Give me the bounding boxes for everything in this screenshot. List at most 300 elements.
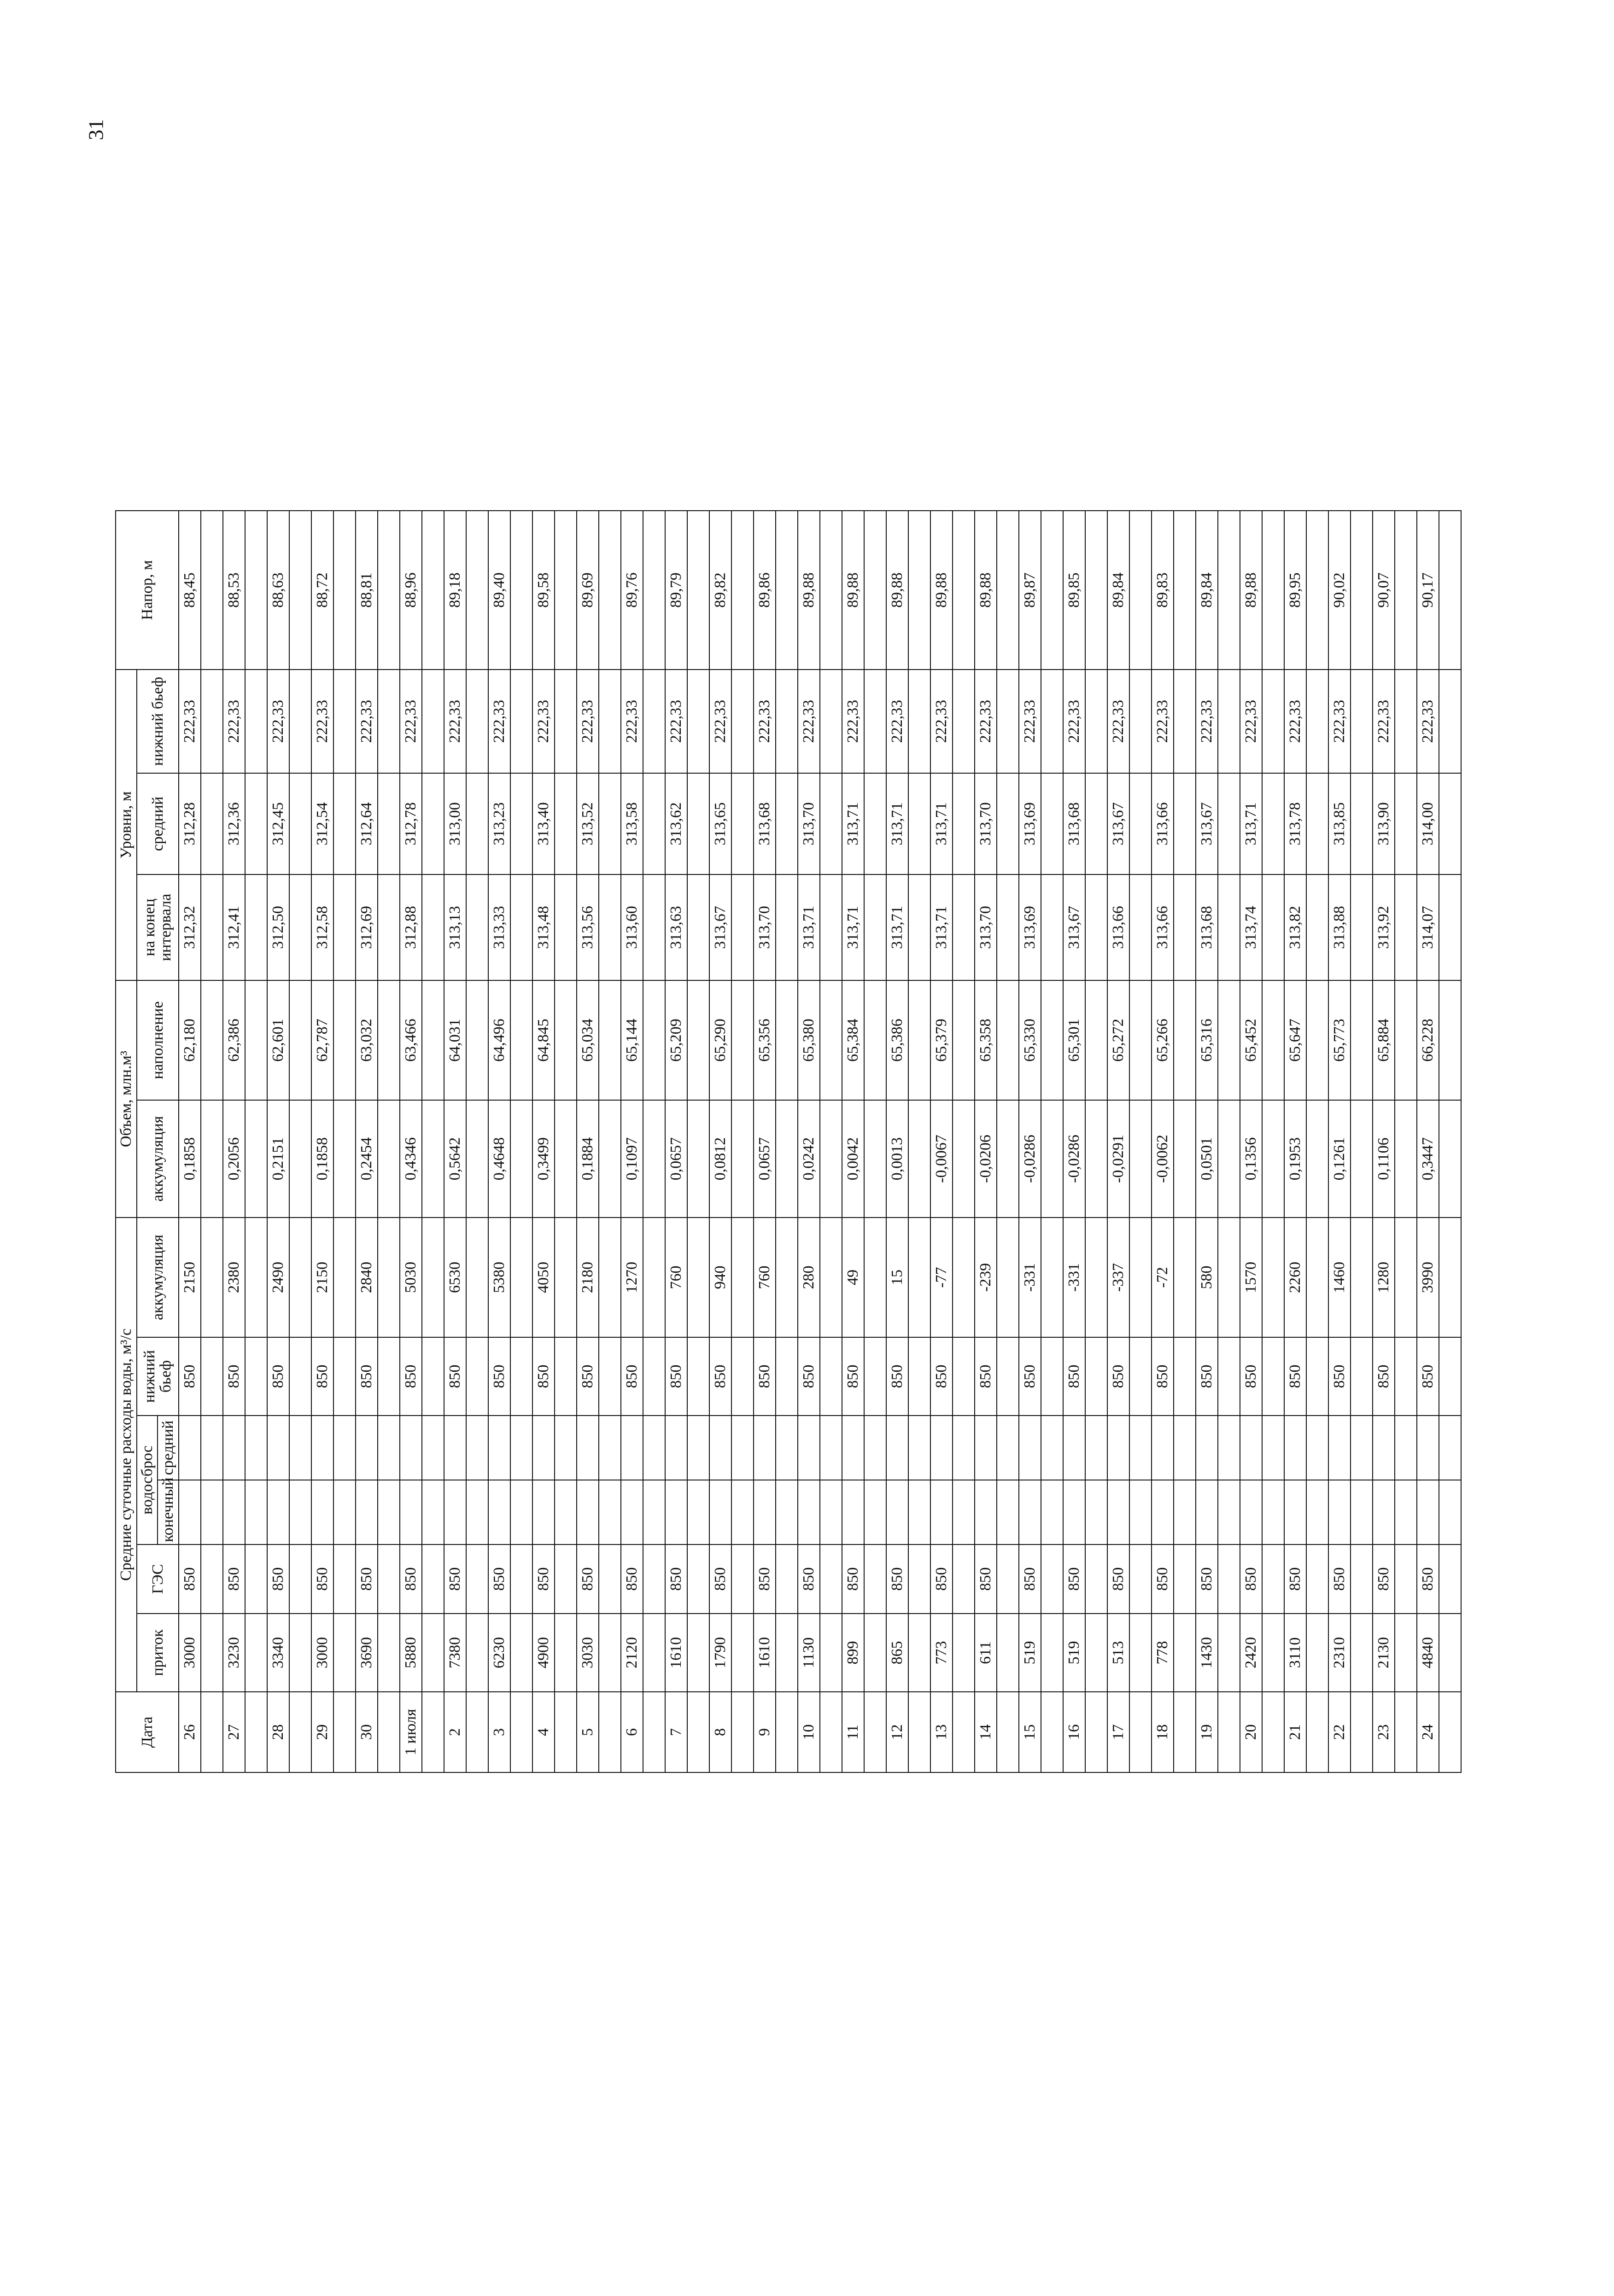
accum-flow-cell: 760 [665,1218,687,1337]
level-avg-cell: 312,28 [179,773,201,874]
empty-cell [1351,1416,1373,1480]
empty-cell [1351,874,1373,980]
level-avg-cell: 313,78 [1284,773,1306,874]
empty-cell [864,1100,886,1218]
accum-flow-cell: 580 [1196,1218,1218,1337]
empty-cell [997,1480,1019,1544]
tailwater-flow-cell: 850 [975,1337,997,1416]
empty-cell [820,1480,842,1544]
empty-cell [908,1100,930,1218]
empty-cell [599,773,621,874]
accum-volume-cell: 0,0812 [709,1100,731,1218]
accum-volume-cell: 0,0657 [754,1100,776,1218]
empty-cell [908,1480,930,1544]
empty-cell [1218,1337,1240,1416]
fill-cell: 65,290 [709,980,731,1100]
inflow-cell: 3110 [1284,1614,1306,1692]
accum-volume-cell: 0,3499 [532,1100,555,1218]
empty-cell [776,1337,798,1416]
empty-cell [1085,773,1107,874]
tailwater-flow-cell: 850 [1019,1337,1041,1416]
spill-final-cell [356,1480,378,1544]
level-tail-cell: 222,33 [223,670,245,773]
empty-cell [599,874,621,980]
empty-cell [289,1692,311,1772]
fill-cell: 65,452 [1240,980,1262,1100]
spill-avg-cell [1417,1416,1439,1480]
level-tail-cell: 222,33 [488,670,510,773]
empty-cell [1351,1100,1373,1218]
empty-cell [820,1337,842,1416]
spill-final-cell [709,1480,731,1544]
level-end-cell: 313,70 [754,874,776,980]
empty-cell [1174,1692,1196,1772]
level-avg-cell: 313,66 [1152,773,1174,874]
level-avg-cell: 312,45 [267,773,289,874]
table-row [532,511,555,1772]
table-row [1373,511,1395,1772]
accum-flow-cell: 1460 [1328,1218,1351,1337]
level-end-cell: 312,41 [223,874,245,980]
empty-cell [422,1544,444,1614]
date-cell: 24 [1417,1692,1439,1772]
table-row [1152,511,1174,1772]
head-cell: 89,69 [577,511,599,670]
empty-cell [422,773,444,874]
accum-volume-cell: 0,2151 [267,1100,289,1218]
inflow-cell: 2310 [1328,1614,1351,1692]
spill-avg-cell [665,1416,687,1480]
spill-avg-cell [709,1416,731,1480]
head-cell: 89,84 [1107,511,1129,670]
date-cell: 27 [223,1692,245,1772]
empty-cell [466,1480,488,1544]
level-avg-cell: 313,71 [1240,773,1262,874]
table-spacer-row [555,511,577,1772]
head-cell: 89,88 [798,511,820,670]
empty-cell [953,1218,975,1337]
table-row [621,511,643,1772]
empty-cell [864,1544,886,1614]
empty-cell [422,1337,444,1416]
spill-final-cell [1107,1480,1129,1544]
table-spacer-row [289,511,311,1772]
level-avg-cell: 313,68 [754,773,776,874]
ges-cell: 850 [223,1544,245,1614]
table-spacer-row [422,511,444,1772]
level-avg-cell: 313,70 [798,773,820,874]
empty-cell [555,874,577,980]
empty-cell [378,1544,400,1614]
empty-cell [953,1416,975,1480]
empty-cell [731,511,754,670]
empty-cell [1174,1480,1196,1544]
inflow-cell: 773 [930,1614,953,1692]
empty-cell [289,1100,311,1218]
empty-cell [1306,1337,1328,1416]
table-row [930,511,953,1772]
empty-cell [1351,773,1373,874]
level-avg-cell: 312,78 [400,773,422,874]
empty-cell [1085,874,1107,980]
head-cell: 89,95 [1284,511,1306,670]
empty-cell [776,1544,798,1614]
empty-cell [1395,1416,1417,1480]
accum-volume-cell: 0,2056 [223,1100,245,1218]
empty-cell [1306,670,1328,773]
empty-cell [997,773,1019,874]
table-row [488,511,510,1772]
tailwater-flow-cell: 850 [1152,1337,1174,1416]
level-avg-cell: 313,67 [1107,773,1129,874]
ges-cell: 850 [400,1544,422,1614]
fill-cell: 62,180 [179,980,201,1100]
empty-cell [1439,773,1461,874]
fill-cell: 65,647 [1284,980,1306,1100]
empty-cell [289,1614,311,1692]
inflow-cell: 3230 [223,1614,245,1692]
empty-cell [555,773,577,874]
empty-cell [378,1100,400,1218]
table-row [1417,511,1439,1772]
empty-cell [1351,1692,1373,1772]
accum-volume-cell: 0,3447 [1417,1100,1439,1218]
empty-cell [378,1480,400,1544]
empty-cell [820,1416,842,1480]
empty-cell [1218,874,1240,980]
spill-final-cell [488,1480,510,1544]
empty-cell [687,980,709,1100]
accum-flow-cell: 15 [886,1218,908,1337]
level-tail-cell: 222,33 [267,670,289,773]
empty-cell [997,511,1019,670]
fill-cell: 65,209 [665,980,687,1100]
empty-cell [599,980,621,1100]
empty-cell [599,1100,621,1218]
empty-cell [864,1218,886,1337]
accum-flow-cell: 1270 [621,1218,643,1337]
level-avg-cell: 312,64 [356,773,378,874]
level-avg-cell: 313,69 [1019,773,1041,874]
accum-volume-cell: 0,0501 [1196,1100,1218,1218]
empty-cell [422,1218,444,1337]
fill-cell: 65,380 [798,980,820,1100]
empty-cell [1351,1544,1373,1614]
spill-avg-cell [1152,1416,1174,1480]
inflow-cell: 3340 [267,1614,289,1692]
level-avg-cell: 313,52 [577,773,599,874]
empty-cell [731,980,754,1100]
level-tail-cell: 222,33 [842,670,864,773]
level-tail-cell: 222,33 [621,670,643,773]
tailwater-flow-cell: 850 [798,1337,820,1416]
empty-cell [555,1544,577,1614]
table-spacer-row [599,511,621,1772]
empty-cell [1351,511,1373,670]
table-row [1107,511,1129,1772]
empty-cell [333,511,356,670]
empty-cell [1262,1416,1284,1480]
empty-cell [1351,1337,1373,1416]
head-cell: 89,86 [754,511,776,670]
empty-cell [201,670,223,773]
empty-cell [1041,1692,1063,1772]
empty-cell [953,1614,975,1692]
empty-cell [555,511,577,670]
accum-volume-cell: 0,5642 [444,1100,466,1218]
accum-flow-cell: -331 [1063,1218,1085,1337]
tailwater-flow-cell: 850 [179,1337,201,1416]
empty-cell [289,1480,311,1544]
tailwater-flow-cell: 850 [267,1337,289,1416]
empty-cell [1218,1218,1240,1337]
empty-cell [422,1614,444,1692]
empty-cell [864,1480,886,1544]
table-row [886,511,908,1772]
empty-cell [422,1480,444,1544]
tailwater-flow-cell: 850 [223,1337,245,1416]
empty-cell [1306,874,1328,980]
empty-cell [1306,773,1328,874]
empty-cell [1041,1337,1063,1416]
spill-avg-cell [444,1416,466,1480]
level-tail-cell: 222,33 [1240,670,1262,773]
level-end-cell: 313,74 [1240,874,1262,980]
empty-cell [687,1416,709,1480]
empty-cell [599,1544,621,1614]
empty-cell [1262,1218,1284,1337]
empty-cell [378,670,400,773]
spill-final-cell [311,1480,333,1544]
spill-final-cell [798,1480,820,1544]
empty-cell [643,1337,665,1416]
spill-avg-cell [311,1416,333,1480]
header-inflow: приток [137,1614,179,1692]
inflow-cell: 1790 [709,1614,731,1692]
empty-cell [378,511,400,670]
inflow-cell: 3030 [577,1614,599,1692]
ges-cell: 850 [444,1544,466,1614]
spill-final-cell [1284,1480,1306,1544]
accum-flow-cell: 4050 [532,1218,555,1337]
empty-cell [953,1544,975,1614]
empty-cell [555,1100,577,1218]
empty-cell [510,1416,532,1480]
empty-cell [820,511,842,670]
spill-avg-cell [532,1416,555,1480]
head-cell: 89,84 [1196,511,1218,670]
tailwater-flow-cell: 850 [930,1337,953,1416]
spill-avg-cell [886,1416,908,1480]
head-cell: 89,87 [1019,511,1041,670]
empty-cell [1174,1614,1196,1692]
empty-cell [997,1416,1019,1480]
accum-flow-cell: 2180 [577,1218,599,1337]
inflow-cell: 1430 [1196,1614,1218,1692]
empty-cell [997,1692,1019,1772]
empty-cell [1439,1218,1461,1337]
empty-cell [245,1480,267,1544]
empty-cell [555,1614,577,1692]
head-cell: 89,88 [842,511,864,670]
empty-cell [466,980,488,1100]
empty-cell [1306,1544,1328,1614]
empty-cell [289,670,311,773]
table-spacer-row [201,511,223,1772]
empty-cell [245,1544,267,1614]
empty-cell [1262,1544,1284,1614]
table-spacer-row [687,511,709,1772]
empty-cell [1174,773,1196,874]
level-end-cell: 313,71 [930,874,953,980]
accum-flow-cell: 3990 [1417,1218,1439,1337]
empty-cell [1129,980,1152,1100]
level-avg-cell: 313,58 [621,773,643,874]
empty-cell [1085,670,1107,773]
accum-flow-cell: 6530 [444,1218,466,1337]
accum-volume-cell: 0,4346 [400,1100,422,1218]
level-end-cell: 312,88 [400,874,422,980]
ges-cell: 850 [975,1544,997,1614]
empty-cell [1439,670,1461,773]
empty-cell [908,670,930,773]
empty-cell [510,980,532,1100]
tailwater-flow-cell: 850 [444,1337,466,1416]
level-tail-cell: 222,33 [1417,670,1439,773]
empty-cell [687,1480,709,1544]
empty-cell [908,1218,930,1337]
table-row [1196,511,1218,1772]
empty-cell [776,874,798,980]
table-row [1328,511,1351,1772]
table-spacer-row [1262,511,1284,1772]
spill-avg-cell [1284,1416,1306,1480]
inflow-cell: 3000 [179,1614,201,1692]
empty-cell [378,1692,400,1772]
accum-flow-cell: 760 [754,1218,776,1337]
spill-final-cell [930,1480,953,1544]
head-cell: 88,45 [179,511,201,670]
ges-cell: 850 [1417,1544,1439,1614]
spill-final-cell [886,1480,908,1544]
empty-cell [201,1100,223,1218]
table-row [356,511,378,1772]
empty-cell [953,511,975,670]
level-end-cell: 313,66 [1107,874,1129,980]
empty-cell [908,1544,930,1614]
table-spacer-row [820,511,842,1772]
empty-cell [776,773,798,874]
level-end-cell: 313,88 [1328,874,1351,980]
table-spacer-row [643,511,665,1772]
empty-cell [776,1480,798,1544]
empty-cell [378,773,400,874]
table-row [577,511,599,1772]
level-end-cell: 314,07 [1417,874,1439,980]
level-avg-cell: 313,67 [1196,773,1218,874]
empty-cell [1129,1544,1152,1614]
date-cell: 30 [356,1692,378,1772]
ges-cell: 850 [577,1544,599,1614]
table-row [1019,511,1041,1772]
empty-cell [953,1480,975,1544]
empty-cell [1262,874,1284,980]
level-tail-cell: 222,33 [665,670,687,773]
empty-cell [1395,1218,1417,1337]
level-end-cell: 312,58 [311,874,333,980]
empty-cell [687,773,709,874]
empty-cell [289,1337,311,1416]
empty-cell [466,1614,488,1692]
date-cell: 21 [1284,1692,1306,1772]
table-spacer-row [510,511,532,1772]
empty-cell [1306,1480,1328,1544]
empty-cell [776,670,798,773]
spill-final-cell [400,1480,422,1544]
level-avg-cell: 313,40 [532,773,555,874]
empty-cell [953,1692,975,1772]
empty-cell [245,1692,267,1772]
empty-cell [1174,1416,1196,1480]
table-spacer-row [953,511,975,1772]
empty-cell [510,1218,532,1337]
fill-cell: 65,358 [975,980,997,1100]
empty-cell [510,1544,532,1614]
level-tail-cell: 222,33 [709,670,731,773]
empty-cell [1129,1218,1152,1337]
empty-cell [1041,1416,1063,1480]
empty-cell [643,1218,665,1337]
empty-cell [776,1218,798,1337]
empty-cell [510,1692,532,1772]
empty-cell [1218,980,1240,1100]
empty-cell [1262,1692,1284,1772]
empty-cell [1306,1614,1328,1692]
empty-cell [1085,1544,1107,1614]
fill-cell: 63,466 [400,980,422,1100]
table-spacer-row [1439,511,1461,1772]
level-avg-cell: 313,71 [930,773,953,874]
empty-cell [1218,1614,1240,1692]
empty-cell [908,1692,930,1772]
header-volume-group: Объем, млн.м³ [116,980,137,1218]
empty-cell [466,1100,488,1218]
level-end-cell: 313,33 [488,874,510,980]
empty-cell [1085,1480,1107,1544]
tailwater-flow-cell: 850 [532,1337,555,1416]
level-tail-cell: 222,33 [1152,670,1174,773]
accum-flow-cell: -331 [1019,1218,1041,1337]
tailwater-flow-cell: 850 [1063,1337,1085,1416]
empty-cell [820,773,842,874]
empty-cell [599,1614,621,1692]
empty-cell [1351,1218,1373,1337]
empty-cell [731,874,754,980]
accum-flow-cell: 2840 [356,1218,378,1337]
empty-cell [378,1337,400,1416]
empty-cell [1439,1416,1461,1480]
level-avg-cell: 313,68 [1063,773,1085,874]
empty-cell [510,1480,532,1544]
empty-cell [1306,1416,1328,1480]
accum-flow-cell: 2150 [311,1218,333,1337]
accum-flow-cell: -77 [930,1218,953,1337]
tailwater-flow-cell: 850 [1284,1337,1306,1416]
header-flows-group: Средние суточные расходы воды, м³/с [116,1218,137,1692]
date-cell: 11 [842,1692,864,1772]
date-cell: 8 [709,1692,731,1772]
level-tail-cell: 222,33 [754,670,776,773]
